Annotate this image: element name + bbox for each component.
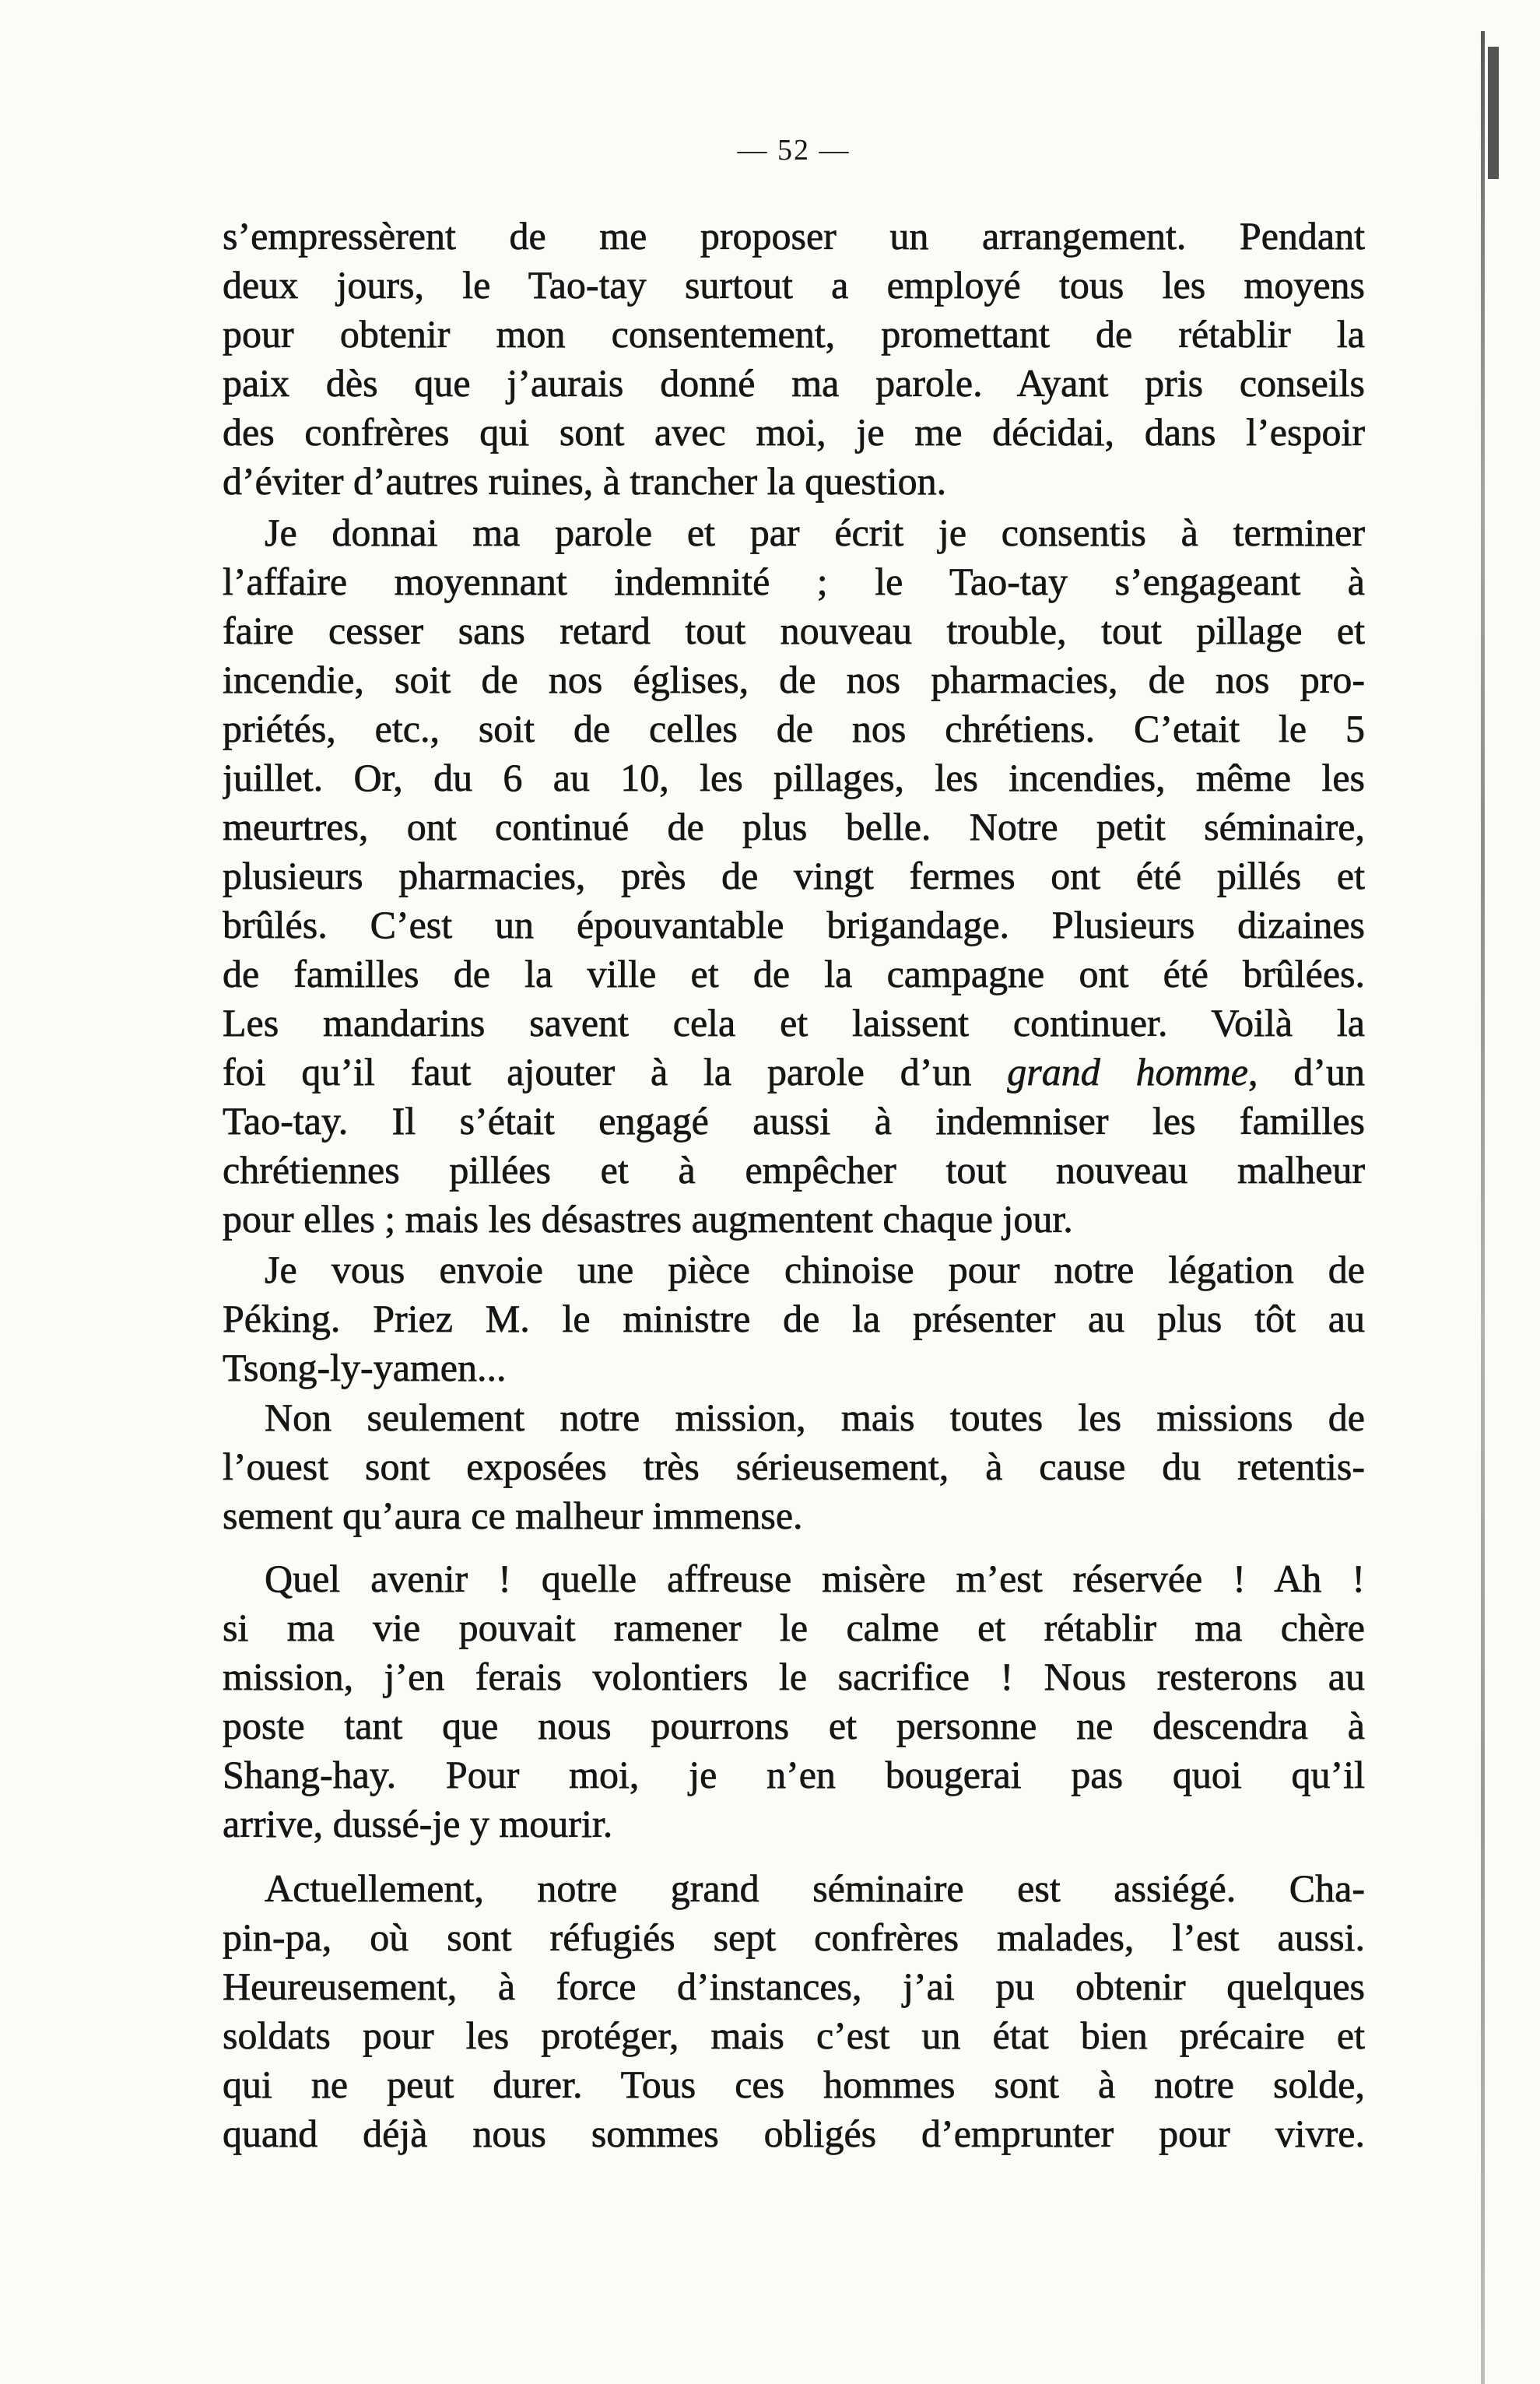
- text-line: si ma vie pouvait ramener le calme et rétablir ma chère: [223, 1606, 1365, 1649]
- paragraph: [223, 1864, 1365, 2158]
- text-line: plusieurs pharmacies, près de vingt fermes ont été pillés et: [223, 854, 1365, 897]
- text-segment: , d’un: [1247, 1050, 1365, 1094]
- text-line: deux jours, le Tao-tay surtout a employé tous les moyens: [223, 263, 1365, 307]
- page-body: [223, 212, 1365, 2158]
- paragraph: [223, 1554, 1365, 1849]
- text-line: mission, j’en ferais volontiers le sacrifice ! Nous resterons au: [223, 1655, 1365, 1698]
- text-line: Shang-hay. Pour moi, je n’en bougerai pas quoi qu’il: [223, 1753, 1365, 1796]
- text-line: chrétiennes pillées et à empêcher tout nouveau malheur: [223, 1148, 1365, 1192]
- text-line: quand déjà nous sommes obligés d’emprunter pour vivre.: [223, 2112, 1365, 2155]
- text-line: Actuellement, notre grand séminaire est assiégé. Cha-: [265, 1866, 1365, 1910]
- text-line: l’affaire moyennant indemnité ; le Tao-tay s’engageant à: [223, 560, 1365, 603]
- text-line: faire cesser sans retard tout nouveau trouble, tout pillage et: [223, 609, 1365, 652]
- text-line: Je donnai ma parole et par écrit je consentis à terminer: [265, 511, 1365, 554]
- text-line: pour elles ; mais les désastres augmentent chaque jour.: [223, 1197, 1073, 1241]
- text-line: pin-pa, où sont réfugiés sept confrères malades, l’est aussi.: [223, 1915, 1365, 1959]
- text-line: Péking. Priez M. le ministre de la présenter au plus tôt au: [223, 1297, 1365, 1340]
- text-line: Tao-tay. Il s’était engagé aussi à indemniser les familles: [223, 1099, 1365, 1143]
- text-line: qui ne peut durer. Tous ces hommes sont à notre solde,: [223, 2063, 1365, 2106]
- text-line: sement qu’aura ce malheur immense.: [223, 1494, 803, 1537]
- text-line: Je vous envoie une pièce chinoise pour notre légation de: [265, 1248, 1365, 1291]
- text-line: s’empressèrent de me proposer un arrangement. Pendant: [223, 214, 1365, 258]
- paragraph: [223, 508, 1365, 1244]
- text-line: arrive, dussé-je y mourir.: [223, 1802, 613, 1845]
- paragraph: [223, 212, 1365, 506]
- scan-edge-mark: [1488, 47, 1499, 179]
- text-line: Quel avenir ! quelle affreuse misère m’est réservée ! Ah !: [265, 1557, 1365, 1600]
- text-line: soldats pour les protéger, mais c’est un état bien précaire et: [223, 2014, 1365, 2057]
- text-line: poste tant que nous pourrons et personne ne descendra à: [223, 1704, 1365, 1747]
- text-line: incendie, soit de nos églises, de nos pharmacies, de nos pro-: [223, 658, 1365, 701]
- text-line: de familles de la ville et de la campagne ont été brûlées.: [223, 952, 1365, 995]
- text-line: paix dès que j’aurais donné ma parole. Ayant pris conseils: [223, 361, 1365, 405]
- text-line: juillet. Or, du 6 au 10, les pillages, les incendies, même les: [223, 756, 1365, 799]
- paragraph: [223, 1393, 1365, 1540]
- text-line: pour obtenir mon consentement, promettant de rétablir la: [223, 312, 1365, 356]
- paragraph: [223, 1245, 1365, 1392]
- text-line: des confrères qui sont avec moi, je me décidai, dans l’espoir: [223, 410, 1365, 454]
- text-line: Heureusement, à force d’instances, j’ai pu obtenir quelques: [223, 1964, 1365, 2008]
- text-line: meurtres, ont continué de plus belle. Notre petit séminaire,: [223, 805, 1365, 848]
- scan-edge: [1481, 31, 1485, 2384]
- text-line: priétés, etc., soit de celles de nos chrétiens. C’etait le 5: [223, 707, 1365, 750]
- text-line: Non seulement notre mission, mais toutes les missions de: [265, 1396, 1365, 1439]
- page-number: — 52 —: [737, 134, 851, 167]
- text-segment: foi qu’il faut ajouter à la parole d’un: [223, 1050, 1008, 1094]
- text-line: Les mandarins savent cela et laissent continuer. Voilà la: [223, 1001, 1365, 1045]
- italic-text: grand homme: [1007, 1050, 1248, 1094]
- text-line: l’ouest sont exposées très sérieusement, à cause du retentis-: [223, 1445, 1365, 1488]
- text-line: brûlés. C’est un épouvantable brigandage. Plusieurs dizaines: [223, 903, 1365, 946]
- text-line: [223, 1048, 1365, 1097]
- text-line: d’éviter d’autres ruines, à trancher la question.: [223, 459, 947, 503]
- text-line: Tsong-ly-yamen...: [223, 1346, 507, 1389]
